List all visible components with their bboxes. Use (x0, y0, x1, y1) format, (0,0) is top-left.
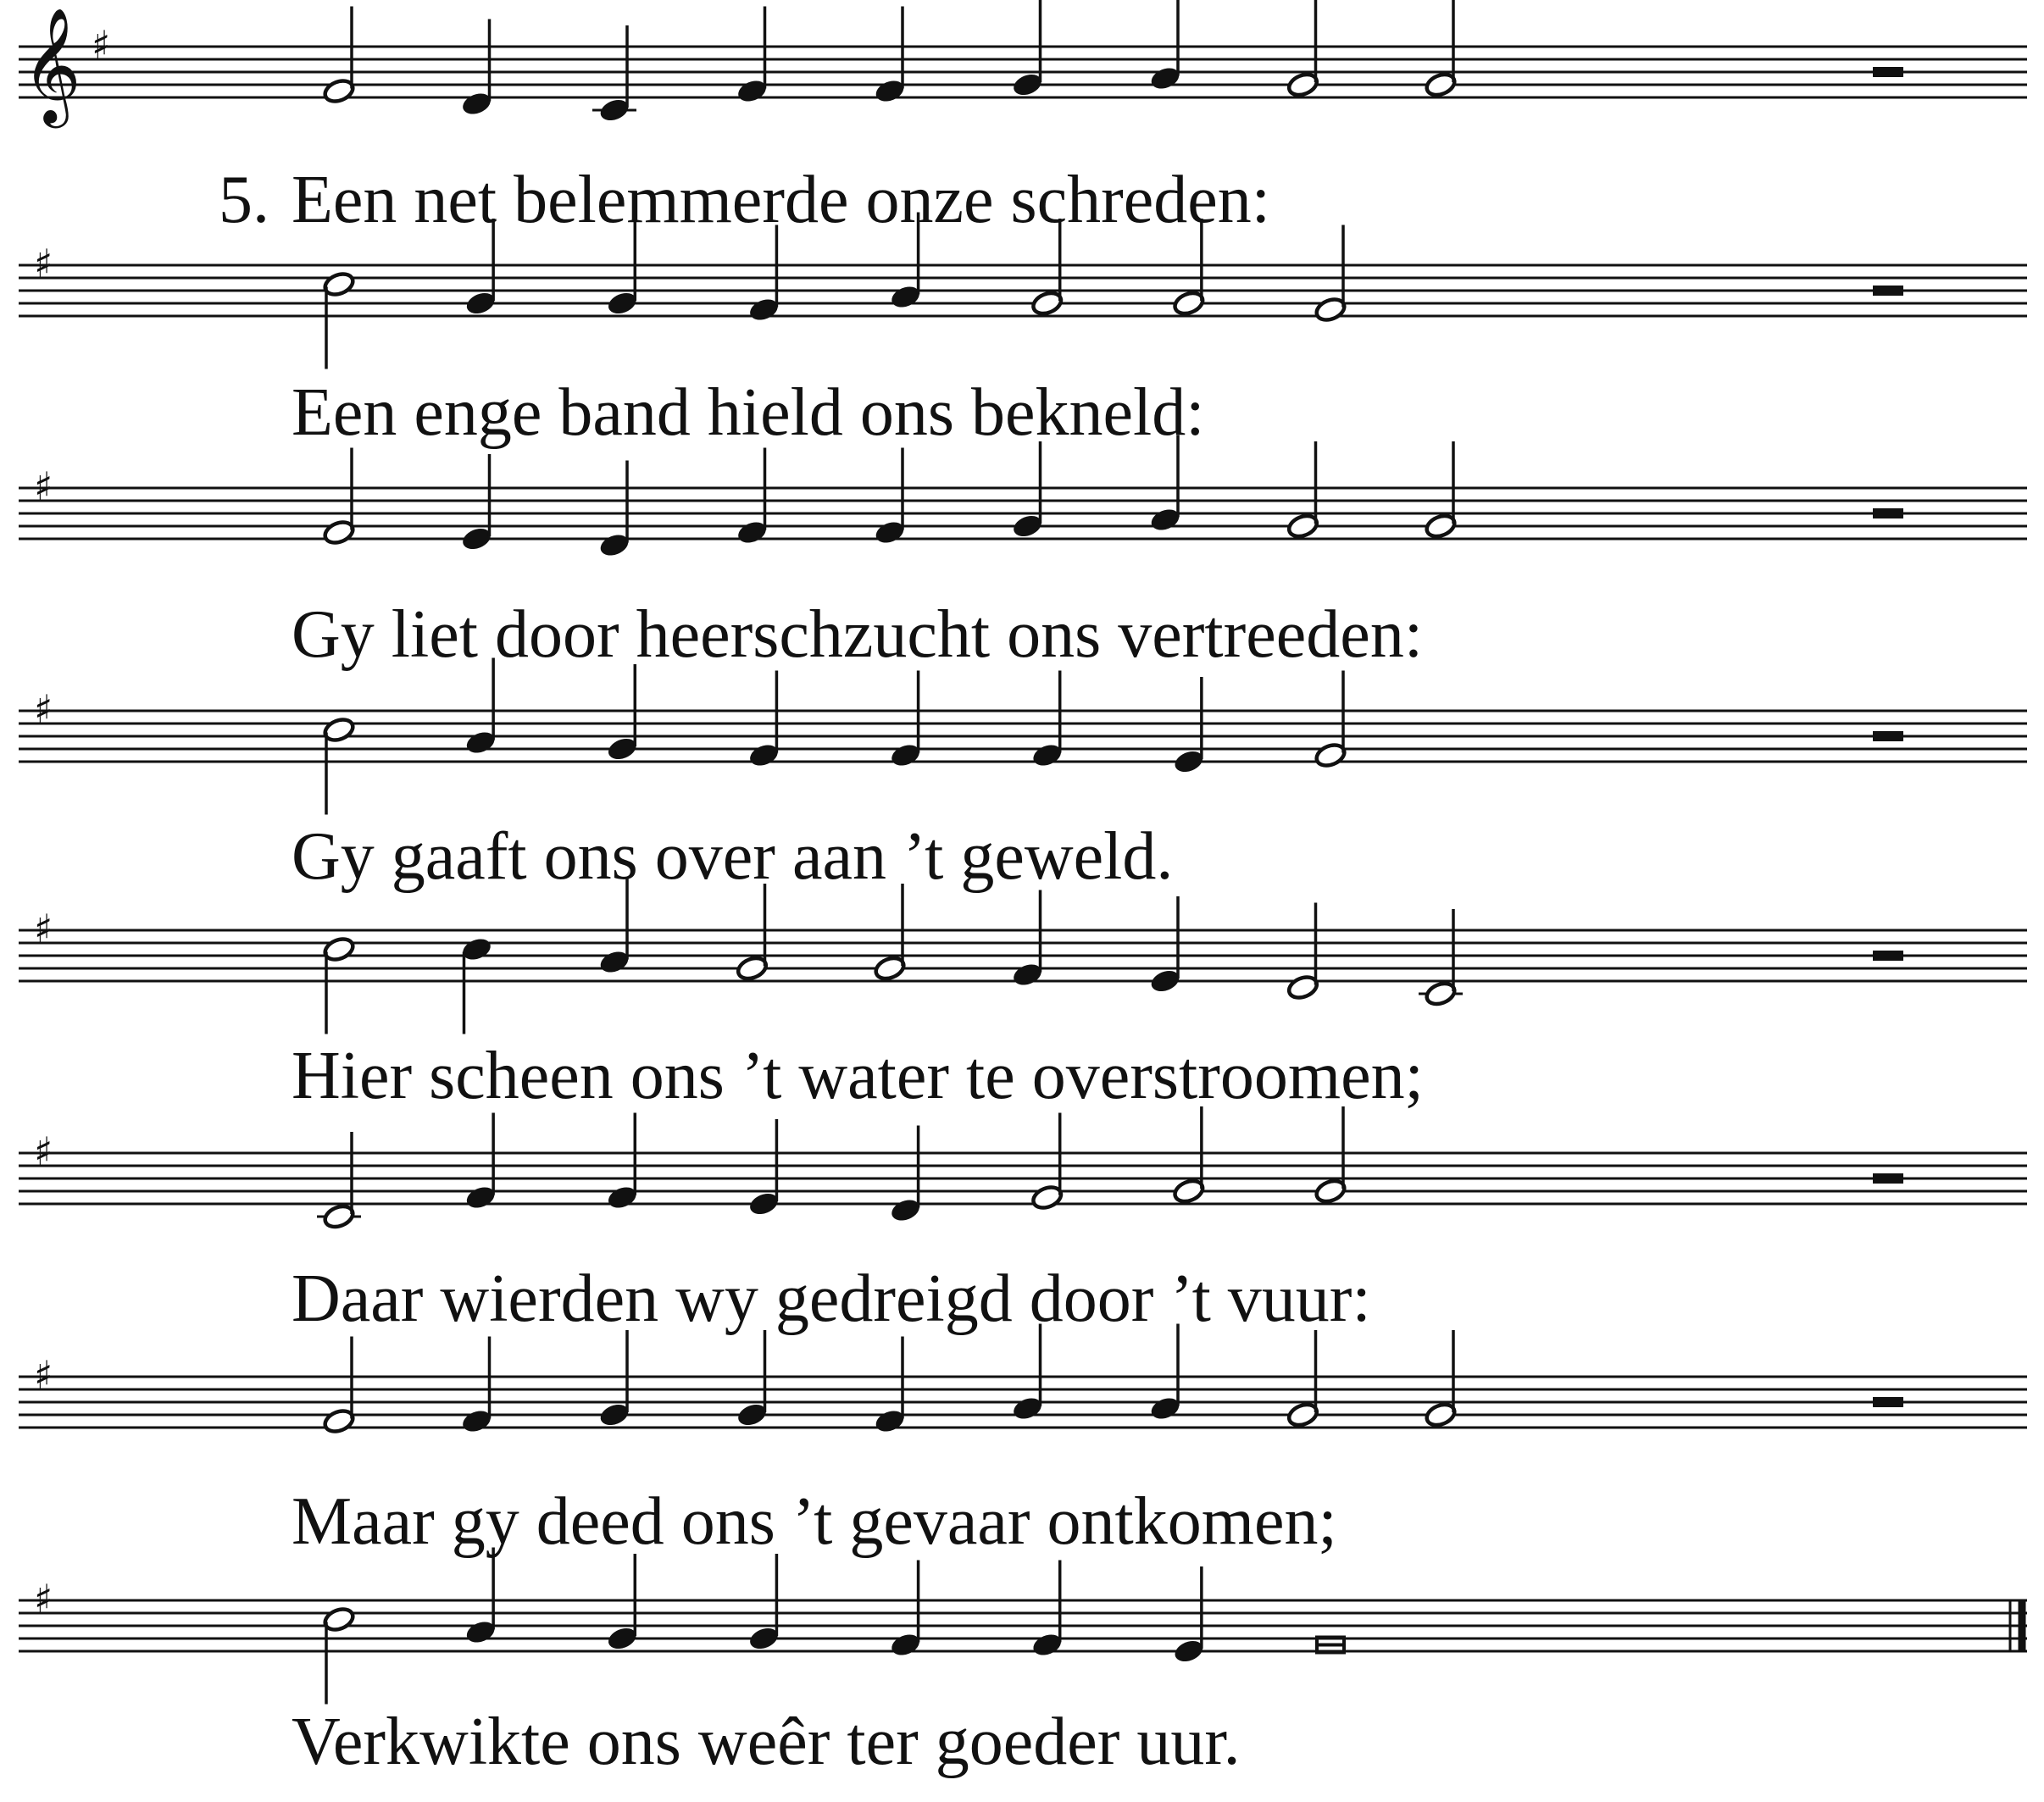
quarter-note (889, 1126, 923, 1225)
treble-clef-icon: 𝄞 (22, 6, 81, 123)
rest-mark-icon (1873, 1397, 1903, 1407)
half-note (1314, 671, 1347, 770)
quarter-note (592, 25, 636, 125)
half-note (322, 270, 356, 369)
half-note (1314, 1106, 1347, 1206)
quarter-note (1172, 677, 1206, 776)
quarter-note (460, 935, 494, 1034)
rest-mark-icon (1873, 1173, 1903, 1184)
half-note (1172, 1106, 1206, 1206)
rest-mark-icon (1873, 508, 1903, 518)
half-note (317, 1132, 361, 1231)
quarter-note (597, 1330, 631, 1429)
half-note (1286, 903, 1320, 1002)
staff-system (19, 878, 2027, 1114)
half-note (322, 1337, 356, 1436)
quarter-note (460, 19, 494, 119)
quarter-note (747, 671, 781, 770)
quarter-note (1011, 890, 1045, 990)
rest-mark-icon (1873, 67, 1903, 77)
half-note (1286, 441, 1320, 541)
half-note (736, 884, 769, 983)
half-note (322, 716, 356, 815)
quarter-note (464, 1113, 497, 1212)
verse-number: 5. (219, 163, 269, 237)
lyric-line: Verkwikte ons weêr ter goeder uur. (292, 1705, 1241, 1779)
staff-system (19, 435, 2027, 673)
half-note (322, 448, 356, 547)
staff-system (19, 213, 2027, 451)
quarter-note (889, 671, 923, 770)
quarter-note (873, 7, 907, 106)
quarter-note (597, 461, 631, 560)
lyric-line: Daar wierden wy gedreigd door ’t vuur: (292, 1261, 1371, 1336)
quarter-note (1172, 1566, 1206, 1666)
half-note (1030, 1113, 1064, 1212)
sharp-key-signature-icon: ♯ (34, 463, 53, 509)
sharp-key-signature-icon: ♯ (34, 686, 53, 732)
quarter-note (1011, 1324, 1045, 1423)
lyric-line: Gy liet door heerschzucht ons vertreeden: (292, 597, 1424, 672)
sharp-key-signature-icon: ♯ (92, 22, 111, 68)
half-note (1314, 225, 1347, 324)
sharp-key-signature-icon: ♯ (34, 241, 53, 286)
sharp-key-signature-icon: ♯ (34, 1352, 53, 1398)
half-note (322, 935, 356, 1034)
staff-system (19, 0, 2027, 237)
half-note (873, 884, 907, 983)
sharp-key-signature-icon: ♯ (34, 1128, 53, 1174)
quarter-note (605, 1113, 639, 1212)
staff-system (19, 1106, 2027, 1336)
sharp-key-signature-icon: ♯ (34, 906, 53, 951)
rest-mark-icon (1873, 731, 1903, 741)
quarter-note (747, 225, 781, 324)
quarter-note (873, 1337, 907, 1436)
quarter-note (605, 664, 639, 763)
rest-mark-icon (1873, 951, 1903, 961)
half-note (1286, 0, 1320, 99)
half-note (1424, 1330, 1458, 1429)
lyric-line: Hier scheen ons ’t water te overstroomen; (292, 1039, 1424, 1113)
staff-system (19, 658, 2027, 895)
quarter-note (747, 1554, 781, 1653)
half-note (1286, 1330, 1320, 1429)
quarter-note (1148, 896, 1182, 995)
quarter-note (464, 658, 497, 757)
rest-mark-icon (1873, 286, 1903, 296)
quarter-note (460, 454, 494, 553)
quarter-note (736, 7, 769, 106)
staff-system (19, 1324, 2027, 1560)
quarter-note (736, 1330, 769, 1429)
lyric-line: Gy gaaft ons over aan ’t geweld. (292, 819, 1174, 894)
half-note (1419, 909, 1463, 1008)
lyric-line: Een enge band hield ons bekneld: (292, 375, 1205, 450)
quarter-note (460, 1337, 494, 1436)
quarter-note (1148, 1324, 1182, 1423)
quarter-note (736, 448, 769, 547)
lyric-line: Een net belemmerde onze schreden: (292, 163, 1270, 237)
quarter-note (873, 448, 907, 547)
half-note (322, 1605, 356, 1705)
quarter-note (464, 1548, 497, 1647)
half-note (322, 7, 356, 106)
half-note (1424, 0, 1458, 99)
sharp-key-signature-icon: ♯ (34, 1576, 53, 1622)
lyric-line: Maar gy deed ons ’t gevaar ontkomen; (292, 1484, 1337, 1559)
quarter-note (1011, 0, 1045, 99)
quarter-note (747, 1119, 781, 1218)
quarter-note (605, 1554, 639, 1653)
quarter-note (1011, 441, 1045, 541)
staff-system (19, 1548, 2027, 1780)
half-note (1424, 441, 1458, 541)
quarter-note (1030, 671, 1064, 770)
quarter-note (889, 1561, 923, 1660)
quarter-note (1030, 1561, 1064, 1660)
